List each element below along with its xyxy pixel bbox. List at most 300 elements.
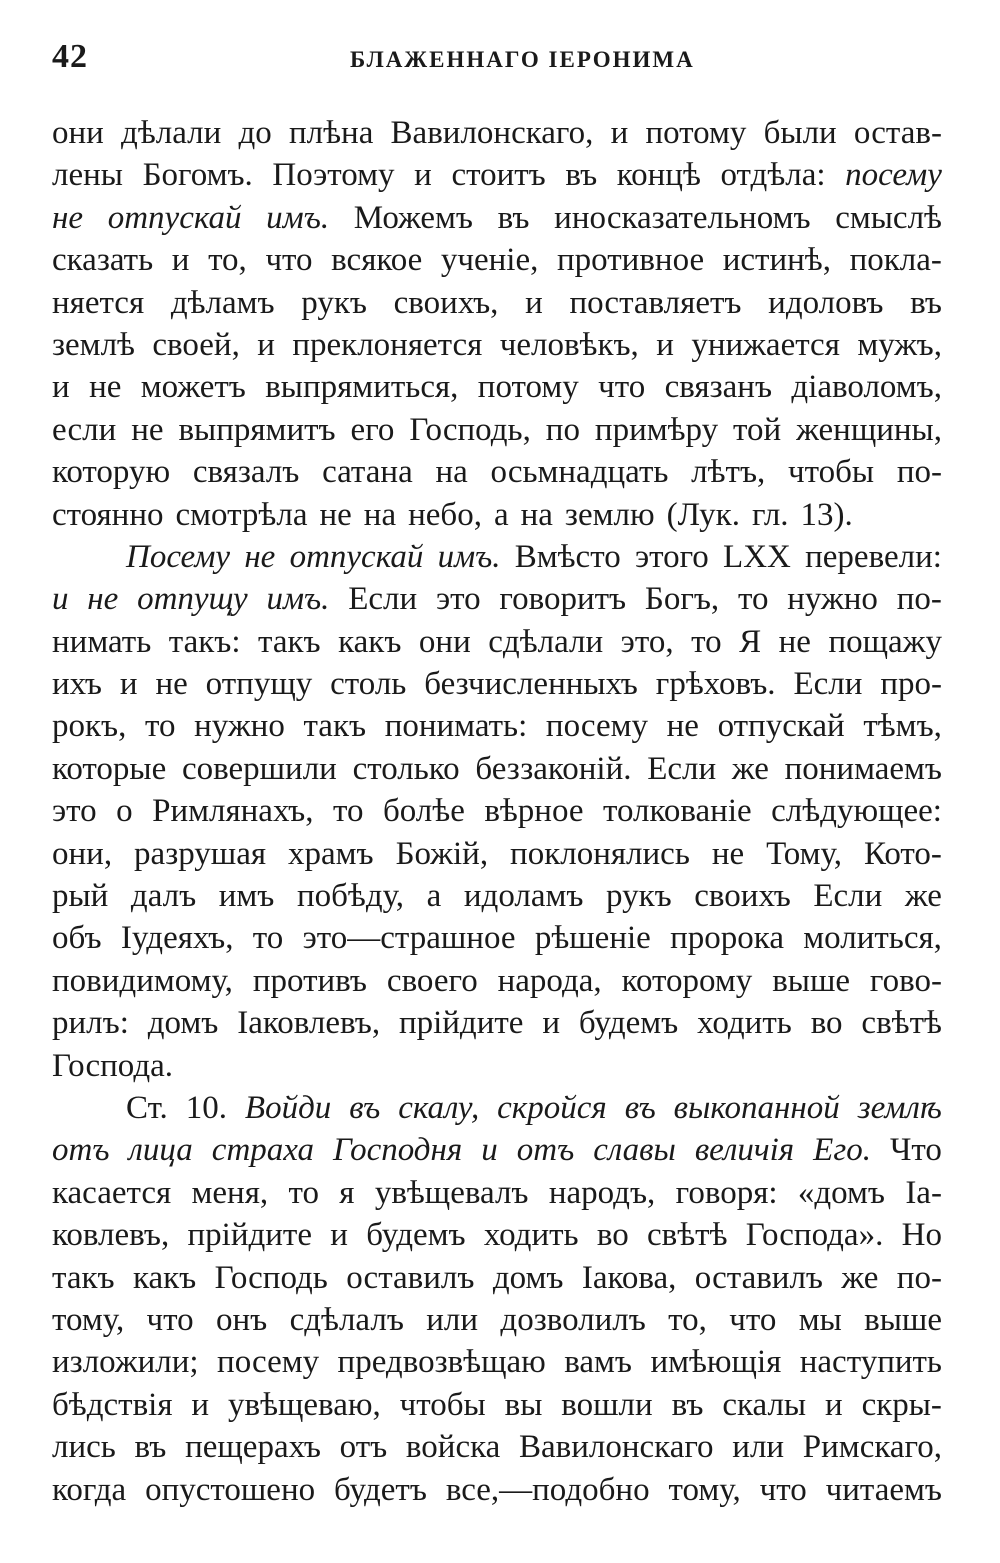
italic-word: въ [349, 1089, 381, 1126]
word: Римскаго, [802, 1429, 942, 1466]
word: они [52, 115, 104, 151]
word: сдѣлали [488, 623, 604, 660]
word: LXX [723, 538, 791, 575]
italic-word: Господня [333, 1132, 463, 1169]
word: такъ: [168, 623, 241, 660]
word: что [729, 1301, 777, 1338]
paragraph [52, 112, 942, 536]
text-line [52, 917, 942, 959]
word: такъ [303, 708, 367, 745]
word: увѣщевалъ [374, 1174, 529, 1211]
word: нимать [52, 623, 152, 660]
word: чтобы [788, 454, 875, 491]
word: слѣдующее: [771, 793, 942, 830]
word: дозволилъ [500, 1301, 646, 1338]
word: смыслѣ [835, 199, 942, 236]
book-page [52, 38, 942, 1511]
word: и [414, 157, 432, 194]
word: безчисленныхъ [424, 666, 638, 703]
word: лены [52, 157, 123, 194]
text-line [52, 621, 942, 663]
word: идоламъ [463, 878, 584, 915]
word: Іакова, [581, 1259, 677, 1296]
word: то [691, 623, 722, 660]
word: далъ [130, 878, 197, 915]
word: не [155, 666, 188, 703]
word: и [257, 326, 275, 363]
italic-word: имъ. [437, 538, 501, 575]
word: Вмѣсто [514, 538, 621, 575]
word: то, [208, 242, 247, 279]
word: будемъ [578, 1005, 679, 1042]
text-line [52, 1299, 942, 1341]
running-title: БЛАЖЕННАГО ІЕРОНИМА [350, 47, 695, 72]
word: ходить [697, 1005, 792, 1042]
word: землю [564, 496, 655, 533]
text-line [52, 366, 942, 408]
word: совершили [181, 750, 337, 787]
italic-word: не [244, 538, 276, 575]
word: отпущу [205, 666, 313, 703]
word: вошли [561, 1386, 653, 1423]
word: предвозвѣщаю [337, 1344, 546, 1381]
word: истинѣ, [722, 242, 831, 279]
word: же [904, 878, 942, 915]
word: на [520, 496, 553, 533]
text-line [52, 663, 942, 705]
word: Божій, [395, 835, 489, 872]
text-line [52, 1172, 942, 1214]
italic-word: имъ. [266, 199, 330, 236]
word: какъ [132, 1259, 197, 1296]
text-line [52, 1087, 942, 1129]
word: рукъ [606, 878, 672, 915]
word: такъ [258, 623, 321, 660]
word: Господь [214, 1259, 328, 1296]
word: его [350, 411, 395, 448]
word: то [332, 793, 364, 830]
word: въ [671, 1386, 704, 1423]
word: можетъ [140, 369, 246, 406]
word: нужно [787, 581, 878, 618]
word: тѣмъ, [863, 708, 942, 745]
italic-word: посему [845, 157, 942, 194]
word: столько [352, 750, 460, 787]
word: это [52, 793, 97, 830]
word: они, [52, 835, 113, 872]
word: объ [52, 920, 102, 957]
text-line [52, 1257, 942, 1299]
word: 10. [185, 1089, 227, 1126]
word: дѣлали [121, 115, 222, 151]
text-line [52, 1341, 942, 1383]
text-line [52, 1002, 942, 1044]
word: народа, [497, 962, 602, 999]
text-line [52, 197, 942, 239]
word: въ [134, 1429, 167, 1466]
word: и [542, 1005, 560, 1042]
word: вы [504, 1386, 543, 1423]
word: Богомъ. [142, 157, 253, 194]
word: по [545, 411, 580, 448]
word: что [598, 369, 646, 406]
word: той [733, 411, 782, 448]
text-line [52, 790, 942, 832]
text-line [52, 536, 942, 578]
paragraph [52, 536, 942, 1087]
word: своего [386, 962, 478, 999]
italic-word: не [52, 199, 84, 236]
italic-word: отпущу [137, 581, 248, 618]
word: толкованіе [603, 793, 752, 830]
word: «домъ [797, 1174, 885, 1211]
word: потому [645, 115, 747, 151]
word: то [252, 920, 284, 957]
text-line [52, 748, 942, 790]
word: въ [910, 284, 942, 321]
word: свѣтѣ [647, 1217, 728, 1254]
word: Я [739, 623, 762, 660]
word: которую [52, 454, 171, 491]
word: это [435, 581, 481, 618]
italic-word: величія [694, 1132, 795, 1169]
word: или [732, 1429, 785, 1466]
word: остав- [853, 115, 942, 151]
page-number: 42 [52, 38, 88, 75]
word: діаволомъ, [791, 369, 942, 406]
word: выпрямиться, [265, 369, 459, 406]
word: небо, [408, 496, 482, 533]
word: отъ [339, 1429, 388, 1466]
word: Поэтому [272, 157, 395, 194]
word: Что [889, 1132, 942, 1169]
word: будетъ [334, 1471, 427, 1508]
text-line [52, 494, 942, 536]
text-line [52, 1469, 942, 1511]
word: отдѣла: [720, 157, 826, 194]
word: о [116, 793, 133, 830]
word: идоловъ [768, 284, 884, 321]
italic-word: землѣ [857, 1089, 942, 1126]
word: наступить [799, 1344, 942, 1381]
word: стоитъ [451, 157, 546, 194]
text-line [52, 578, 942, 620]
word: Іа- [905, 1174, 942, 1211]
word: то [145, 708, 176, 745]
word: не [711, 835, 745, 872]
italic-word: имъ. [266, 581, 330, 618]
word: сдѣлалъ [289, 1301, 404, 1338]
word: читаемъ [825, 1471, 942, 1508]
word: Господь, [409, 411, 531, 448]
word: посему [217, 1344, 320, 1381]
word: Вавилонскаго [518, 1429, 714, 1466]
word: отпускай [717, 708, 845, 745]
text-line [52, 875, 942, 917]
text-line [52, 833, 942, 875]
word: Римлянахъ, [152, 793, 314, 830]
paragraph [52, 1087, 942, 1511]
word: были [763, 115, 837, 151]
word: по- [896, 454, 942, 491]
word: касается [52, 1174, 172, 1211]
word: и [119, 666, 138, 703]
word: бѣдствія [52, 1386, 173, 1423]
text-line [52, 239, 942, 281]
text-line [52, 960, 942, 1002]
word: потому [477, 369, 579, 406]
word: не [319, 496, 352, 533]
text-line [52, 282, 942, 324]
word: Богъ, [644, 581, 720, 618]
word: меня, [191, 1174, 269, 1211]
text-line [52, 154, 942, 196]
word: примѣру [594, 411, 719, 448]
word: преклоняется [292, 326, 483, 363]
word: до [238, 115, 272, 151]
word: рукъ [301, 284, 367, 321]
word: которому [621, 962, 753, 999]
word: понимать: [384, 708, 528, 745]
word: плѣна [288, 115, 374, 151]
word: про- [880, 666, 942, 703]
word: на [363, 496, 397, 533]
word: своихъ, [393, 284, 499, 321]
word: Если [348, 581, 418, 618]
word: то [737, 581, 769, 618]
word: Господа». [745, 1217, 884, 1254]
word: сказать [52, 242, 154, 279]
word: рилъ: [52, 1005, 129, 1042]
word: увѣщеваю, [227, 1386, 381, 1423]
word: побѣду, [296, 878, 405, 915]
word: прійдите [187, 1217, 312, 1254]
word: покла- [849, 242, 942, 279]
word: стоянно [52, 496, 164, 533]
word: оставилъ [694, 1259, 823, 1296]
word: то [288, 1174, 319, 1211]
word: имъ [218, 878, 275, 915]
italic-word: выкопанной [673, 1089, 840, 1126]
italic-word: Войди [244, 1089, 332, 1126]
text-line [52, 1214, 942, 1256]
italic-word: отъ [52, 1132, 110, 1169]
word: прійдите [398, 1005, 524, 1042]
word: связанъ [664, 369, 773, 406]
word: говоритъ [499, 581, 627, 618]
word: Іудеяхъ, [120, 920, 234, 957]
word: во [596, 1217, 629, 1254]
word: свѣтѣ [861, 1005, 942, 1042]
word: гово- [869, 962, 942, 999]
word: что [759, 1471, 807, 1508]
text-line [52, 112, 942, 154]
word: мужъ, [857, 326, 942, 363]
word: изложили; [52, 1344, 199, 1381]
word: своей, [152, 326, 240, 363]
italic-word: не [87, 581, 119, 618]
italic-word: страха [211, 1132, 314, 1169]
word: молиться, [803, 920, 942, 957]
word: лѣтъ, [691, 454, 766, 491]
word: какъ [338, 623, 402, 660]
word: что [146, 1301, 194, 1338]
word: ученіе, [440, 242, 539, 279]
word: иносказательномъ [554, 199, 811, 236]
word: тому, [52, 1301, 125, 1338]
word: пещерахъ [185, 1429, 321, 1466]
italic-word: Его. [813, 1132, 871, 1169]
word: онъ [216, 1301, 268, 1338]
word: лись [52, 1429, 116, 1466]
word: Іаковлевъ, [237, 1005, 381, 1042]
word: если [52, 411, 117, 448]
word: или [426, 1301, 479, 1338]
word: повидимому, [52, 962, 233, 999]
word: и [656, 326, 674, 363]
word: Можемъ [353, 199, 473, 236]
word: Если [647, 750, 717, 787]
italic-word: отпускай [289, 538, 424, 575]
word: на [435, 454, 468, 491]
word: во [810, 1005, 843, 1042]
word: Ст. [126, 1089, 168, 1126]
running-head [52, 38, 942, 84]
word: будемъ [366, 1217, 466, 1254]
word: связалъ [192, 454, 300, 491]
word: народъ, [548, 1174, 656, 1211]
word: а [426, 878, 442, 915]
word: человѣкъ, [499, 326, 639, 363]
word: разрушая [134, 835, 267, 872]
word: выпрямитъ [178, 411, 336, 448]
word: няется [52, 284, 145, 321]
word: болѣе [382, 793, 465, 830]
word: войска [405, 1429, 501, 1466]
word: все,—подобно [445, 1471, 650, 1508]
body-text [52, 112, 942, 1511]
italic-word: славы [593, 1132, 676, 1169]
word: не [131, 411, 164, 448]
word: Если [813, 878, 883, 915]
word: домъ [492, 1259, 564, 1296]
word: дѣламъ [170, 284, 275, 321]
word: понимаемъ [784, 750, 942, 787]
text-line [52, 324, 942, 366]
italic-word: и [481, 1132, 498, 1169]
text-line [52, 1384, 942, 1426]
word: рый [52, 878, 109, 915]
word: пророка [670, 920, 784, 957]
text-line [52, 1129, 942, 1171]
word: оставилъ [346, 1259, 475, 1296]
word: и [825, 1386, 843, 1423]
word: вамъ [564, 1344, 632, 1381]
word: ихъ [52, 666, 102, 703]
word: по- [896, 581, 942, 618]
word: и [52, 369, 70, 406]
word: и [330, 1217, 348, 1254]
word: землѣ [52, 326, 135, 363]
word: выше [864, 1301, 942, 1338]
word: концѣ [616, 157, 701, 194]
word: Господа. [52, 1047, 174, 1084]
word: что [265, 242, 313, 279]
word: чтобы [399, 1386, 486, 1423]
word: Но [901, 1217, 942, 1254]
text-line [52, 1045, 942, 1087]
italic-word: Посему [126, 538, 231, 575]
word: по- [896, 1259, 942, 1296]
word: не [666, 708, 699, 745]
word: посему [545, 708, 648, 745]
word: всякое [331, 242, 423, 279]
italic-word: скалу, [398, 1089, 480, 1126]
word: рокъ, [52, 708, 127, 745]
word: домъ [147, 1005, 219, 1042]
word: ходить [483, 1217, 579, 1254]
word: гл. [751, 496, 789, 533]
word: говоря: [675, 1174, 778, 1211]
word: ковлевъ, [52, 1217, 170, 1254]
word: смотрѣла [175, 496, 308, 533]
word: 13). [800, 496, 853, 533]
word: имѣющія [650, 1344, 782, 1381]
word: выше [772, 962, 850, 999]
word: не [89, 369, 122, 406]
word: то, [668, 1301, 707, 1338]
word: и [610, 115, 629, 151]
word: а [493, 496, 509, 533]
word: осьмнадцать [490, 454, 669, 491]
text-line [52, 409, 942, 451]
word: и [171, 242, 190, 279]
word: противъ [252, 962, 367, 999]
word: и [191, 1386, 210, 1423]
word: это, [620, 623, 674, 660]
italic-word: лица [128, 1132, 193, 1169]
italic-word: скройся [497, 1089, 607, 1126]
word: женщины, [796, 411, 942, 448]
word: храмъ [288, 835, 374, 872]
word: и [525, 284, 543, 321]
word: столь [330, 666, 407, 703]
text-line [52, 451, 942, 493]
word: (Лук. [666, 496, 740, 533]
word: пощажу [828, 623, 942, 660]
word: вѣрное [484, 793, 584, 830]
word: скалы [722, 1386, 807, 1423]
word: унижается [691, 326, 840, 363]
italic-word: отпускай [107, 199, 242, 236]
text-line [52, 1426, 942, 1468]
word: тому, [668, 1471, 741, 1508]
word: не [778, 623, 811, 660]
word: же [841, 1259, 879, 1296]
word: когда [52, 1471, 127, 1508]
word: Вавилонскаго, [390, 115, 594, 151]
word: грѣховъ. [655, 666, 776, 703]
word: перевели: [805, 538, 942, 575]
word: Кото- [863, 835, 942, 872]
word: скры- [861, 1386, 942, 1423]
word: Если [793, 666, 863, 703]
word: такъ [52, 1259, 115, 1296]
word: въ [497, 199, 530, 236]
word: сатана [322, 454, 413, 491]
word: поклонялись [510, 835, 690, 872]
word: беззаконій. [475, 750, 632, 787]
